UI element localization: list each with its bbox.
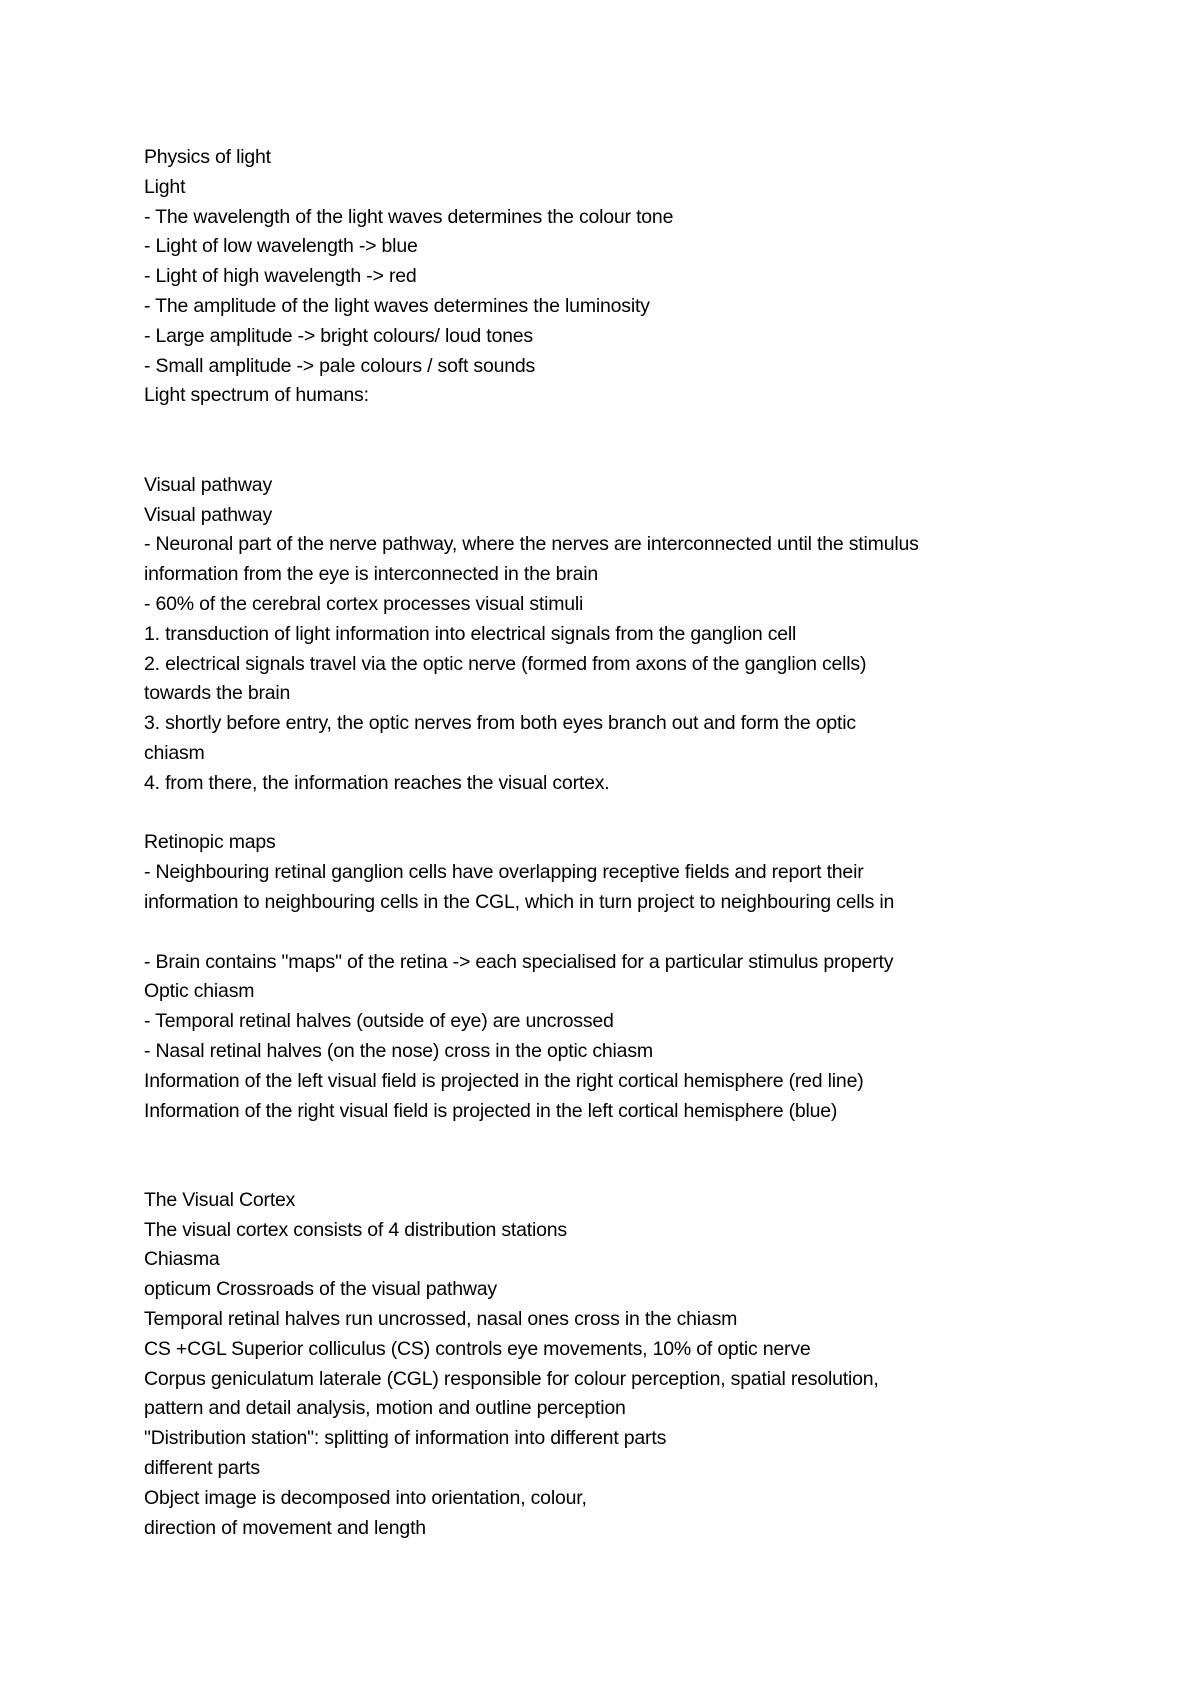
section-heading: Physics of light [144, 146, 271, 168]
section-heading: The Visual Cortex [144, 1188, 296, 1211]
blank-line [144, 918, 1124, 948]
text-line: 1. transduction of light information into electrical signals from the ganglion cell [144, 622, 797, 645]
text-line: 2. electrical signals travel via the optic nerve (formed from axons of the ganglion cells) [144, 652, 867, 675]
text-line: Object image is decomposed into orientation, colour, [144, 1486, 587, 1509]
text-line: direction of movement and length [144, 1516, 426, 1539]
text-line: towards the brain [144, 682, 291, 705]
text-line: Chiasma [144, 1248, 220, 1271]
subheading: Visual pathway [144, 503, 273, 526]
text-line: - The amplitude of the light waves determines the luminosity [144, 294, 650, 317]
blank-line [144, 411, 1124, 441]
text-line: chiasm [144, 741, 205, 764]
text-line: opticum Crossroads of the visual pathway [144, 1278, 497, 1301]
text-line: Information of the left visual field is projected in the right cortical hemisphere (red line) [144, 1069, 864, 1092]
text-line: information to neighbouring cells in the CGL, which in turn project to neighbouring cells in [144, 890, 895, 913]
text-line: "Distribution station": splitting of information into different parts [144, 1427, 667, 1450]
text-line: 4. from there, the information reaches the visual cortex. [144, 771, 610, 794]
blank-line [144, 1126, 1124, 1156]
text-line: - Brain contains "maps" of the retina -> each specialised for a particular stimulus property [144, 950, 894, 973]
text-line: CS +CGL Superior colliculus (CS) controls eye movements, 10% of optic nerve [144, 1337, 811, 1360]
text-line: The visual cortex consists of 4 distribution stations [144, 1218, 567, 1241]
text-line: different parts [144, 1457, 260, 1480]
text-line: information from the eye is interconnected in the brain [144, 563, 599, 586]
subheading: Light [144, 175, 186, 198]
text-line: - The wavelength of the light waves determines the colour tone [144, 205, 674, 228]
document-body [144, 143, 1124, 1543]
text-line: Information of the right visual field is projected in the left cortical hemisphere (blue) [144, 1099, 838, 1122]
blank-line [144, 441, 1124, 471]
text-line: 3. shortly before entry, the optic nerves from both eyes branch out and form the optic [144, 712, 856, 735]
text-line: Temporal retinal halves run uncrossed, nasal ones cross in the chiasm [144, 1308, 738, 1331]
text-line: - Light of high wavelength -> red [144, 265, 417, 288]
blank-line [144, 1156, 1124, 1186]
text-line: - Light of low wavelength -> blue [144, 235, 418, 258]
text-line: - Small amplitude -> pale colours / soft sounds [144, 354, 536, 377]
text-line: - Large amplitude -> bright colours/ loud tones [144, 324, 533, 347]
text-line: Corpus geniculatum laterale (CGL) responsible for colour perception, spatial resolution, [144, 1367, 879, 1390]
text-line: - Neuronal part of the nerve pathway, where the nerves are interconnected until the stimulus [144, 533, 919, 556]
section-heading: Retinopic maps [144, 831, 276, 854]
section-heading: Optic chiasm [144, 980, 255, 1003]
text-line: - Nasal retinal halves (on the nose) cross in the optic chiasm [144, 1039, 653, 1062]
text-line: - Temporal retinal halves (outside of eye) are uncrossed [144, 1010, 614, 1033]
section-heading: Visual pathway [144, 473, 273, 496]
text-line: Light spectrum of humans: [144, 384, 369, 407]
text-line: - Neighbouring retinal ganglion cells have overlapping receptive fields and report their [144, 861, 864, 884]
text-line: - 60% of the cerebral cortex processes visual stimuli [144, 592, 584, 615]
text-line: pattern and detail analysis, motion and outline perception [144, 1397, 626, 1420]
blank-line [144, 799, 1124, 829]
